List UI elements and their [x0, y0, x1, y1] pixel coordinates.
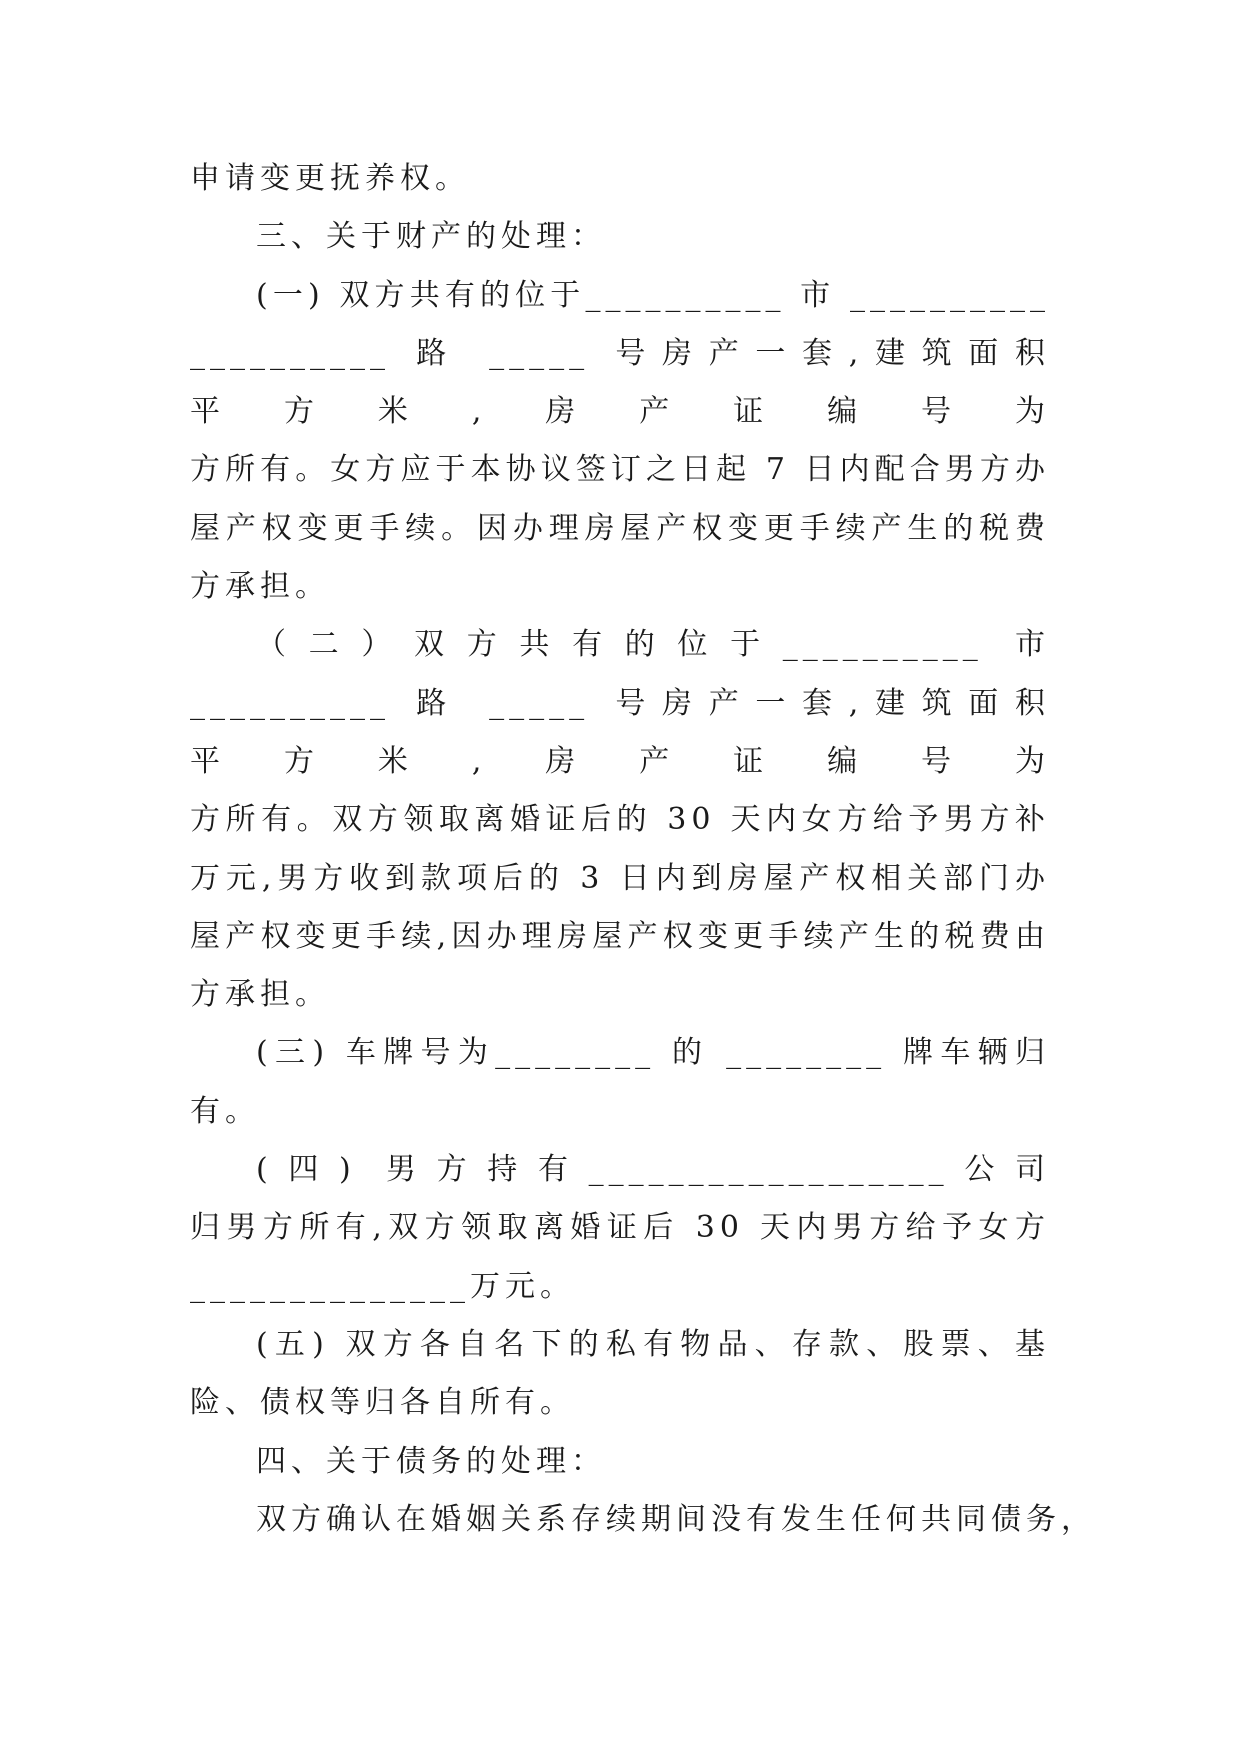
- text-line: 有。: [190, 1093, 260, 1129]
- section-heading: 三、关于财产的处理：: [256, 219, 606, 255]
- text-line: 平方米,房产证编号为: [190, 394, 1050, 430]
- text-line: 方所有。双方领取离婚证后的 30 天内女方给予男方补: [190, 802, 1050, 838]
- text-line: （二）双方共有的位于__________ 市: [256, 627, 1050, 663]
- text-line: __________ 路 _____ 号房产一套,建筑面积: [190, 685, 1050, 721]
- text-line: 双方确认在婚姻关系存续期间没有发生任何共同债务，: [256, 1501, 1096, 1537]
- text-line: __________ 路 _____ 号房产一套,建筑面积: [190, 335, 1050, 371]
- section-heading: 四、关于债务的处理：: [256, 1443, 606, 1479]
- text-line: 万元,男方收到款项后的 3 日内到房屋产权相关部门办: [190, 860, 1050, 896]
- text-line: 方承担。: [190, 977, 330, 1013]
- text-line: (四) 男方持有__________________公司: [256, 1152, 1050, 1188]
- text-line: (一) 双方共有的位于__________ 市 __________: [256, 277, 1050, 313]
- text-line: ______________万元。: [190, 1268, 575, 1304]
- text-line: 平方米,房产证编号为: [190, 743, 1050, 779]
- text-line: 险、债权等归各自所有。: [190, 1385, 575, 1421]
- text-line: 屋产权变更手续。因办理房屋产权变更手续产生的税费: [190, 510, 1050, 546]
- text-line: 申请变更抚养权。: [190, 161, 470, 196]
- text-line: (三) 车牌号为________ 的 ________ 牌车辆归: [256, 1035, 1050, 1071]
- text-line: 归男方所有,双方领取离婚证后 30 天内男方给予女方: [190, 1210, 1050, 1246]
- text-line: 屋产权变更手续,因办理房屋产权变更手续产生的税费由: [190, 918, 1050, 954]
- text-line: 方承担。: [190, 569, 330, 605]
- text-line: (五) 双方各自名下的私有物品、存款、股票、基: [256, 1326, 1050, 1362]
- text-line: 方所有。女方应于本协议签订之日起 7 日内配合男方办: [190, 452, 1050, 488]
- document-body: [190, 150, 1096, 1549]
